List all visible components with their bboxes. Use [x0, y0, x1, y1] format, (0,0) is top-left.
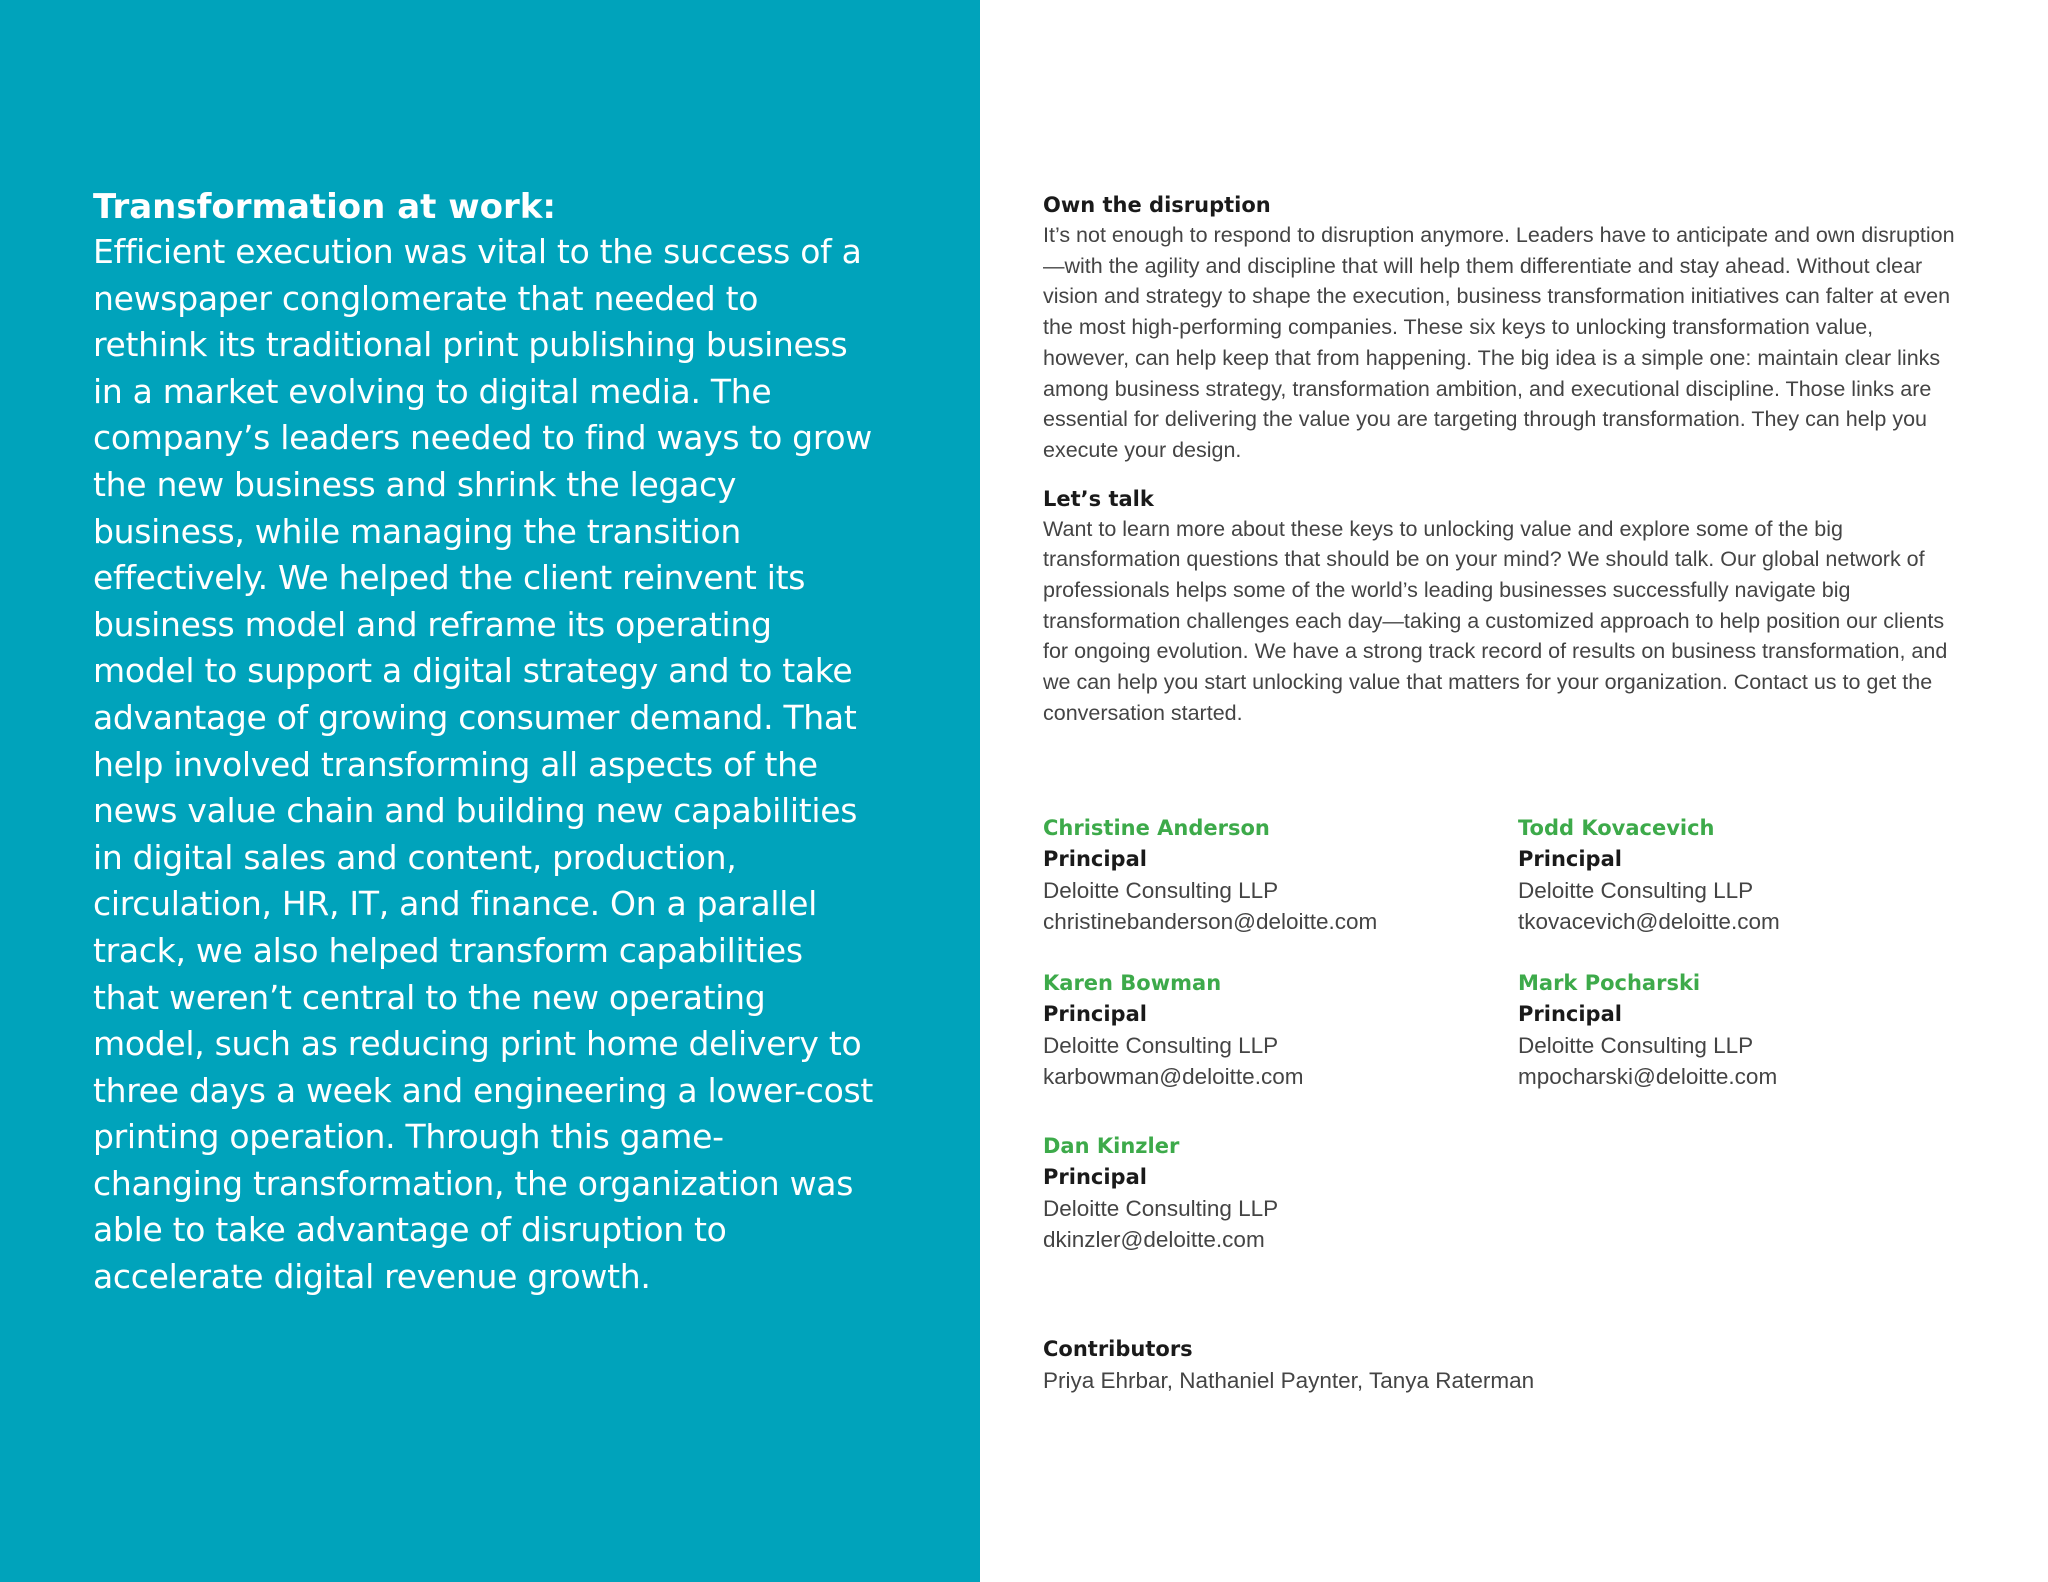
main-text-column: [1043, 190, 1963, 747]
contact-company: Deloitte Consulting LLP: [1043, 878, 1279, 903]
contact-title: Principal: [1043, 1165, 1147, 1189]
contact-company: Deloitte Consulting LLP: [1518, 878, 1754, 903]
contact-email[interactable]: karbowman@deloitte.com: [1043, 1064, 1304, 1089]
contact-email[interactable]: tkovacevich@deloitte.com: [1518, 909, 1780, 934]
contact-company: Deloitte Consulting LLP: [1518, 1033, 1754, 1058]
contact-email[interactable]: christinebanderson@deloitte.com: [1043, 909, 1378, 934]
section-body: Want to learn more about these keys to unlocking value and explore some of the big transformation questions that should be on your mind? We should talk. Our global network of professionals helps some of the world’s leading businesses successfully navigate big transformation challenges each day—taking a customized approach to help position our clients for ongoing evolution. We have a strong track record of results on business transformation, and we can help you start unlocking value that matters for your organization. Contact us to get the conversation started.: [1043, 516, 1948, 725]
section-own-the-disruption: [1043, 190, 1963, 466]
section-title: Own the disruption: [1043, 193, 1271, 217]
case-study-heading: Transformation at work:: [93, 187, 556, 227]
contact-company: Deloitte Consulting LLP: [1043, 1196, 1279, 1221]
contact-name: Dan Kinzler: [1043, 1134, 1180, 1158]
contact-name: Todd Kovacevich: [1518, 816, 1715, 840]
section-lets-talk: [1043, 484, 1963, 729]
contact-card: [1043, 968, 1503, 1092]
contact-card: [1043, 1131, 1503, 1255]
contact-title: Principal: [1043, 847, 1147, 871]
section-title: Let’s talk: [1043, 486, 1154, 511]
contact-title: Principal: [1043, 1002, 1147, 1026]
contact-title: Principal: [1518, 847, 1622, 871]
contact-card: [1518, 813, 1978, 937]
contact-email[interactable]: mpocharski@deloitte.com: [1518, 1064, 1778, 1089]
contact-title: Principal: [1518, 1002, 1622, 1026]
contact-name: Mark Pocharski: [1518, 971, 1701, 995]
case-study-body: Efficient execution was vital to the success of a newspaper conglomerate that needed to rethink its traditional print publishing business in a market evolving to digital media. The company’s leaders needed to find ways to grow the new business and shrink the legacy business, while managing the transition effectively. We helped the client reinvent its business model and reframe its operating model to support a digital strategy and to take advantage of growing consumer demand. That help involved transforming all aspects of the news value chain and building new capabilities in digital sales and content, production, circulation, HR, IT, and finance. On a parallel track, we also helped transform capabilities that weren’t central to the new operating model, such as reducing print home delivery to three days a week and engineering a lower-cost printing operation. Through this game-changing transformation, the organization was able to take advantage of disruption to accelerate digital revenue growth.: [93, 232, 873, 1297]
contact-card: [1043, 813, 1503, 937]
contact-name: Karen Bowman: [1043, 971, 1222, 995]
contributors-title: Contributors: [1043, 1337, 1193, 1361]
teal-side-panel: [0, 0, 980, 1582]
contact-card: [1518, 968, 1978, 1092]
section-body: It’s not enough to respond to disruption anymore. Leaders have to anticipate and own disruption—with the agility and discipline that will help them differentiate and stay ahead. Without clear vision and strategy to shape the execution, business transformation initiatives can falter at even the most high-performing companies. These six keys to unlocking transformation value, however, can help keep that from happening. The big idea is a simple one: maintain clear links among business strategy, transformation ambition, and executional discipline. Those links are essential for delivering the value you are targeting through transformation. They can help you execute your design.: [1043, 223, 1955, 462]
contact-company: Deloitte Consulting LLP: [1043, 1033, 1279, 1058]
contributors-names: Priya Ehrbar, Nathaniel Paynter, Tanya Raterman: [1043, 1368, 1535, 1393]
case-study-block: [93, 185, 873, 1301]
contact-name: Christine Anderson: [1043, 816, 1270, 840]
contact-email[interactable]: dkinzler@deloitte.com: [1043, 1227, 1265, 1252]
contributors-block: [1043, 1334, 1943, 1396]
